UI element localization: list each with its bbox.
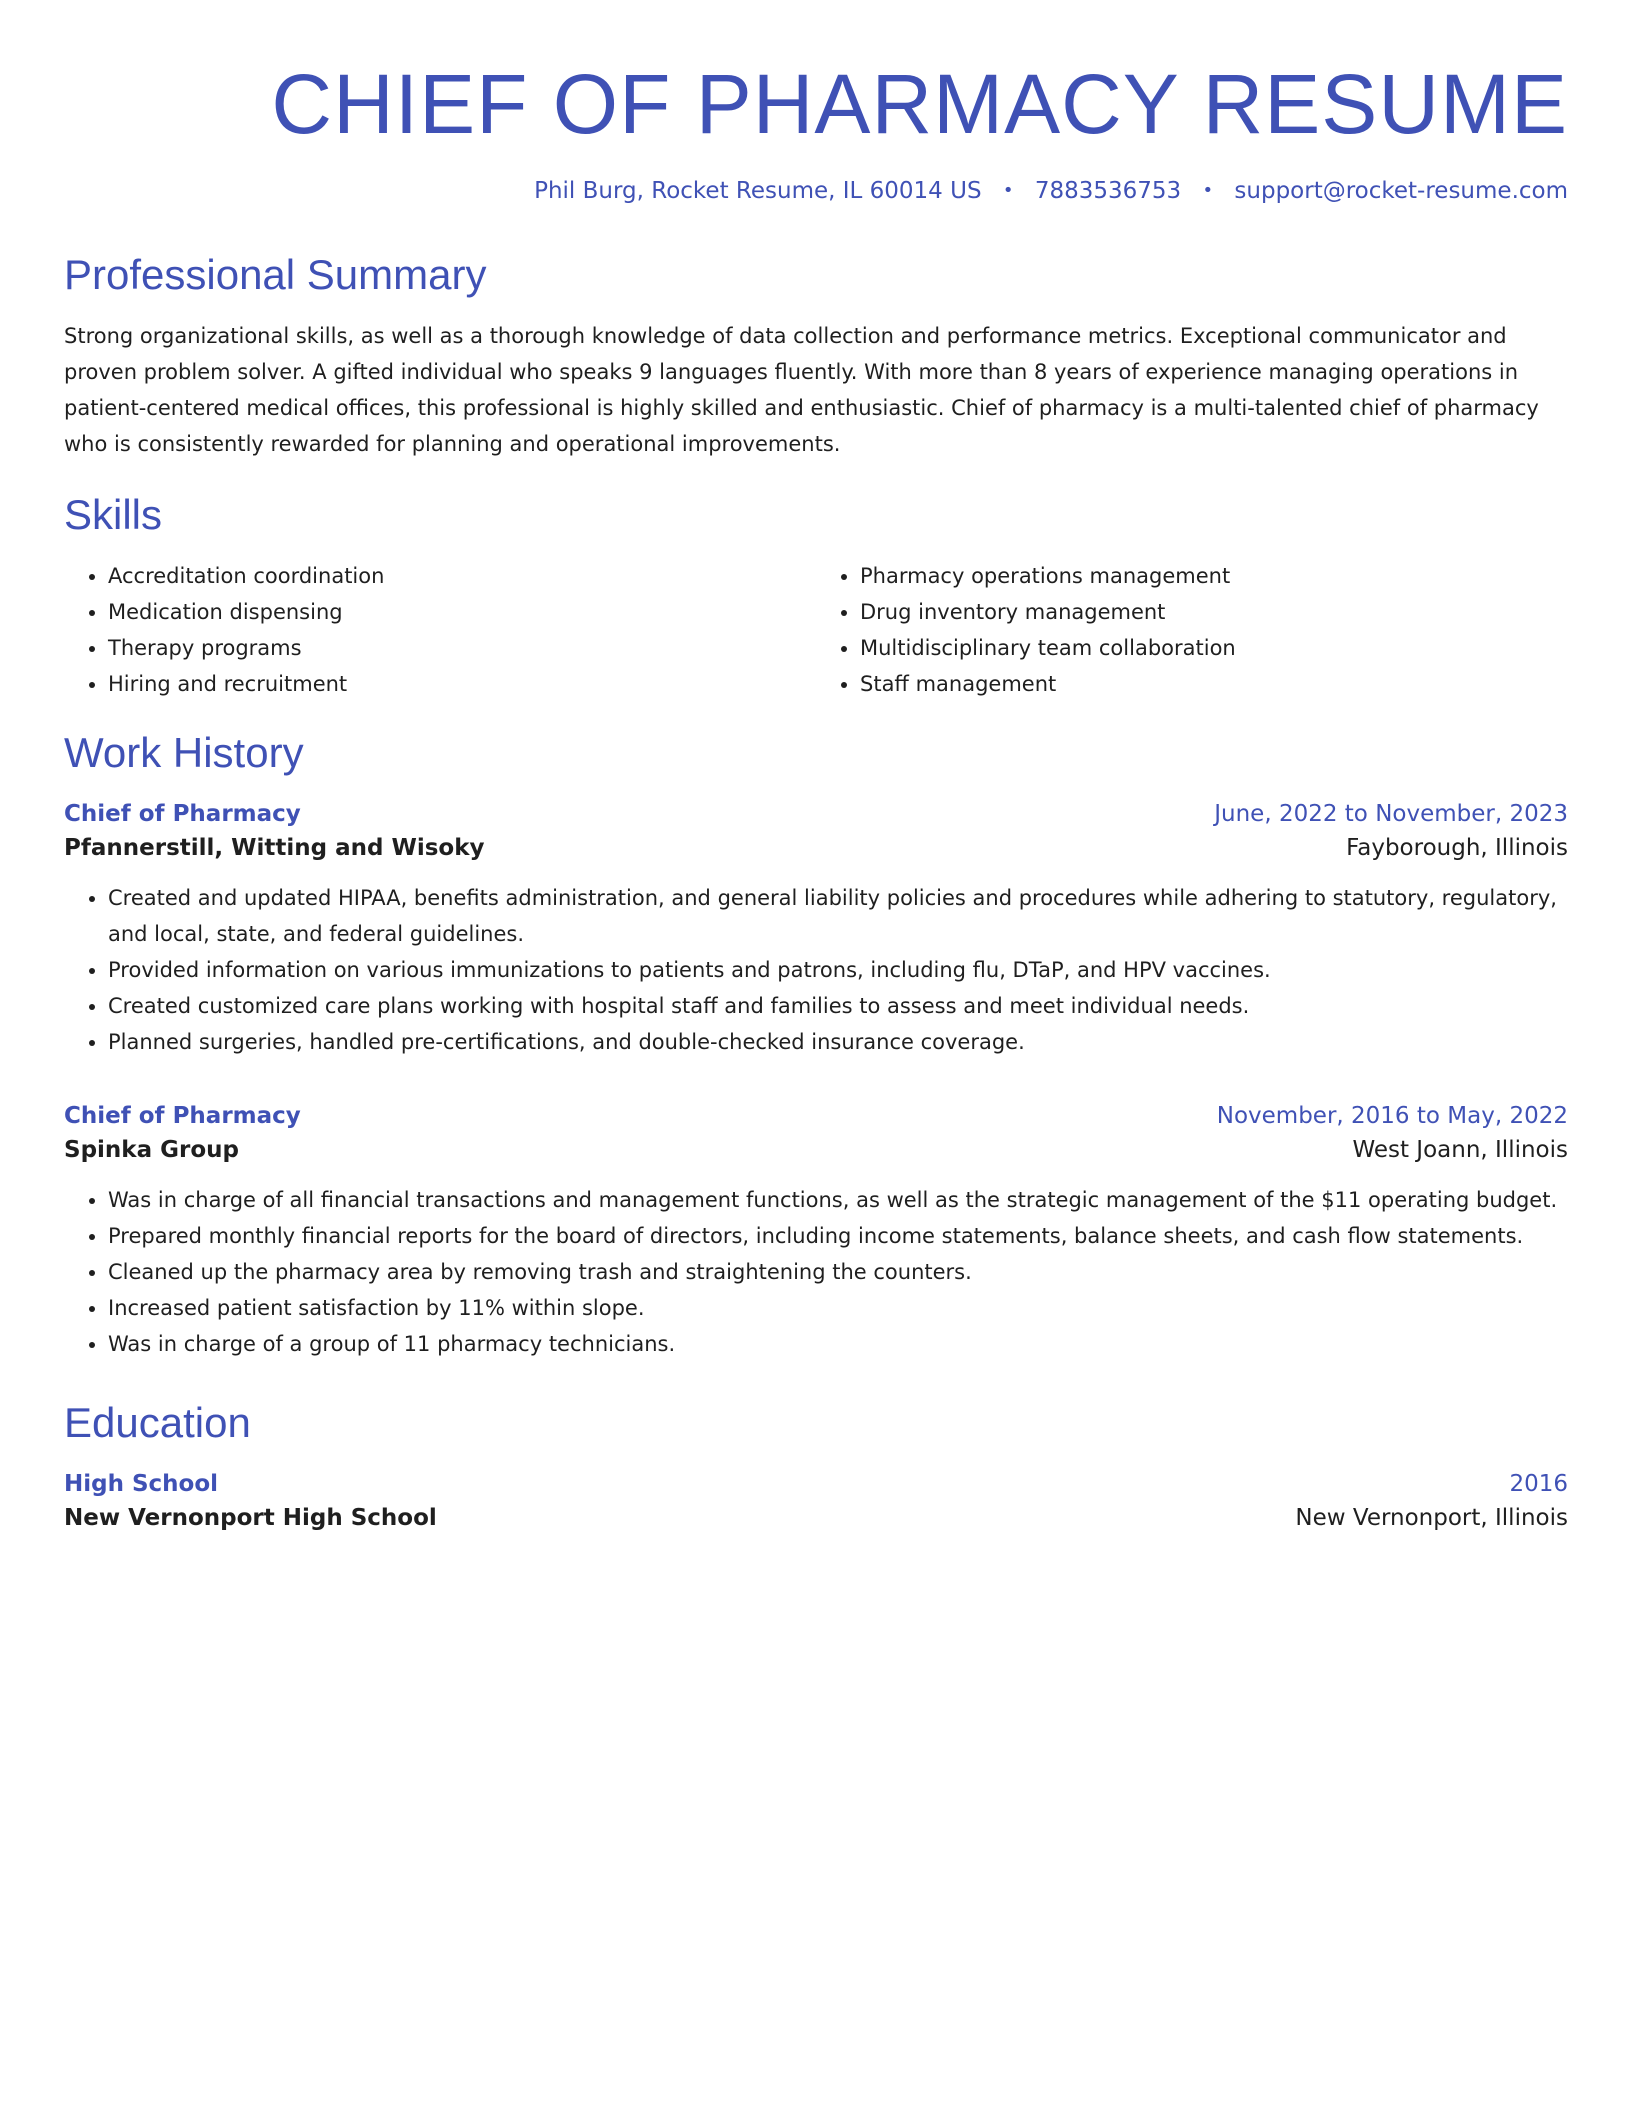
job-location: Fayborough, Illinois bbox=[1346, 835, 1568, 861]
job-duty: • Was in charge of all financial transactions and management functions, as well as the strategic management of the $11 operating budget. bbox=[108, 1182, 1568, 1218]
summary-heading: Professional Summary bbox=[64, 251, 487, 298]
contact-line bbox=[64, 176, 1568, 206]
job-entry bbox=[64, 798, 1568, 1060]
education-location: New Vernonport, Illinois bbox=[1295, 1505, 1568, 1531]
job-duty: • Was in charge of a group of 11 pharmacy technicians. bbox=[108, 1326, 1568, 1362]
education-school: New Vernonport High School bbox=[64, 1505, 437, 1531]
job-duty: • Created customized care plans working with hospital staff and families to assess and meet individual needs. bbox=[108, 988, 1568, 1024]
contact-phone: 7883536753 bbox=[1034, 178, 1182, 204]
job-duty: • Increased patient satisfaction by 11% within slope. bbox=[108, 1290, 1568, 1326]
job-duties bbox=[64, 1182, 1568, 1362]
job-entry bbox=[64, 1100, 1568, 1362]
skill-item: • Pharmacy operations management bbox=[860, 558, 1568, 594]
job-duty: • Created and updated HIPAA, benefits administration, and general liability policies and procedures while adhering to statutory, regulatory, and local, state, and federal guidelines. bbox=[108, 880, 1568, 952]
contact-email: support@rocket-resume.com bbox=[1234, 178, 1568, 204]
skill-item: • Staff management bbox=[860, 666, 1568, 702]
job-duty: • Prepared monthly financial reports for the board of directors, including income statements, balance sheets, and cash flow statements. bbox=[108, 1218, 1568, 1254]
education-year: 2016 bbox=[1509, 1471, 1568, 1497]
skill-item: • Multidisciplinary team collaboration bbox=[860, 630, 1568, 666]
resume-title: CHIEF OF PHARMACY RESUME bbox=[271, 57, 1568, 151]
job-duty: • Planned surgeries, handled pre-certifications, and double-checked insurance coverage. bbox=[108, 1024, 1568, 1060]
skill-item: • Hiring and recruitment bbox=[108, 666, 816, 702]
skills-column-left bbox=[64, 558, 816, 702]
contact-address: Phil Burg, Rocket Resume, IL 60014 US bbox=[534, 178, 982, 204]
job-title: Chief of Pharmacy bbox=[64, 801, 301, 827]
job-dates: November, 2016 to May, 2022 bbox=[1216, 1103, 1568, 1129]
job-duty: • Cleaned up the pharmacy area by removing trash and straightening the counters. bbox=[108, 1254, 1568, 1290]
skills-heading: Skills bbox=[64, 491, 163, 538]
skills-list bbox=[64, 558, 1568, 702]
skill-item: • Medication dispensing bbox=[108, 594, 816, 630]
education-entry bbox=[64, 1468, 1568, 1536]
job-duties bbox=[64, 880, 1568, 1060]
job-location: West Joann, Illinois bbox=[1352, 1137, 1568, 1163]
job-dates: June, 2022 to November, 2023 bbox=[1214, 801, 1568, 827]
work-history-heading: Work History bbox=[64, 729, 304, 776]
job-employer: Spinka Group bbox=[64, 1137, 239, 1163]
summary-text: Strong organizational skills, as well as a thorough knowledge of data collection and performance metrics. Exceptional communicator and proven problem solver. A gifted individual who speaks 9 languages fluently. With more than 8 years of experience managing operations in patient-centered medical offices, this professional is highly skilled and enthusiastic. Chief of pharmacy is a multi-talented chief of pharmacy who is consistently rewarded for planning and operational improvements. bbox=[64, 324, 1539, 456]
education-heading: Education bbox=[64, 1399, 251, 1446]
skills-column-right bbox=[816, 558, 1568, 702]
education-degree: High School bbox=[64, 1471, 219, 1497]
skill-item: • Therapy programs bbox=[108, 630, 816, 666]
job-title: Chief of Pharmacy bbox=[64, 1103, 301, 1129]
contact-separator: • bbox=[1202, 180, 1214, 201]
skill-item: • Accreditation coordination bbox=[108, 558, 816, 594]
job-duty: • Provided information on various immunizations to patients and patrons, including flu, DTaP, and HPV vaccines. bbox=[108, 952, 1568, 988]
skill-item: • Drug inventory management bbox=[860, 594, 1568, 630]
contact-separator: • bbox=[1002, 180, 1014, 201]
job-employer: Pfannerstill, Witting and Wisoky bbox=[64, 835, 485, 861]
